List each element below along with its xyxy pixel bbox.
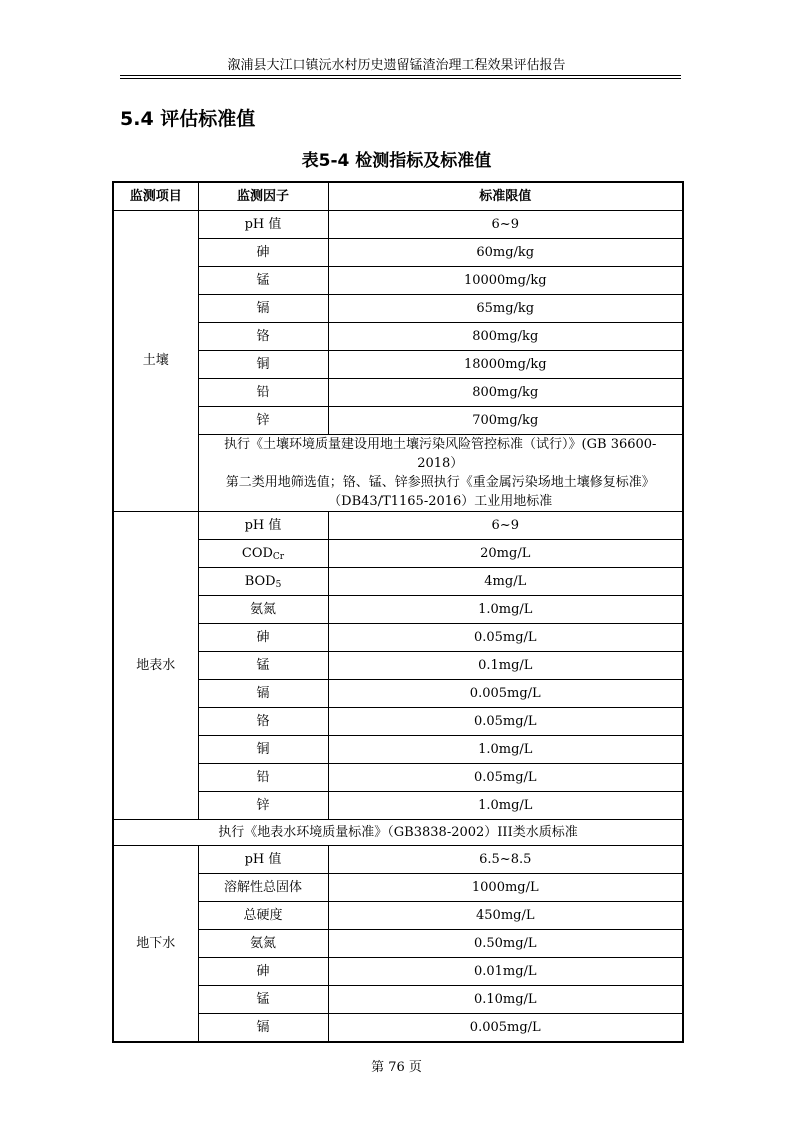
limit-cell: 700mg/kg [328, 407, 683, 435]
factor-cell: 溶解性总固体 [198, 874, 328, 902]
table-row [113, 708, 683, 736]
factor-cell: 铬 [198, 323, 328, 351]
factor-cell: 镉 [198, 680, 328, 708]
limit-cell: 1.0mg/L [328, 792, 683, 820]
limit-cell: 6~9 [328, 512, 683, 540]
column-header-factor: 监测因子 [198, 182, 328, 211]
table-row [113, 792, 683, 820]
limit-cell: 6~9 [328, 211, 683, 239]
page-number: 第 76 页 [371, 1060, 422, 1075]
factor-cell: pH 值 [198, 211, 328, 239]
factor-cell: 总硬度 [198, 902, 328, 930]
factor-cell: 铜 [198, 351, 328, 379]
factor-cell: 砷 [198, 624, 328, 652]
table-row [113, 652, 683, 680]
table-row [113, 512, 683, 540]
limit-cell: 0.005mg/L [328, 1014, 683, 1043]
soil-standard-note [198, 435, 683, 512]
limit-cell: 0.05mg/L [328, 708, 683, 736]
header-rule-thin [120, 75, 681, 76]
soil-note-line: （DB43/T1165-2016）工业用地标准 [328, 494, 553, 509]
table-row [113, 596, 683, 624]
factor-cell: 砷 [198, 958, 328, 986]
table-row [113, 820, 683, 846]
factor-cell: 铬 [198, 708, 328, 736]
table-row [113, 902, 683, 930]
column-header-limit: 标准限值 [328, 182, 683, 211]
factor-cell: 镉 [198, 1014, 328, 1043]
limit-cell: 1.0mg/L [328, 736, 683, 764]
table-row [113, 407, 683, 435]
category-groundwater: 地下水 [113, 846, 198, 1043]
limit-cell: 0.1mg/L [328, 652, 683, 680]
factor-cell: 锰 [198, 267, 328, 295]
factor-subscript: Cr [272, 551, 285, 562]
factor-cell: 氨氮 [198, 930, 328, 958]
limit-cell: 65mg/kg [328, 295, 683, 323]
table-row [113, 295, 683, 323]
column-header-item: 监测项目 [113, 182, 198, 211]
soil-note-line: 第二类用地筛选值；铬、锰、锌参照执行《重金属污染场地土壤修复标准》 [225, 475, 655, 490]
factor-subscript: 5 [275, 579, 282, 590]
table-row [113, 680, 683, 708]
limit-cell: 0.10mg/L [328, 986, 683, 1014]
table-row [113, 1014, 683, 1043]
table-row [113, 930, 683, 958]
standards-table [112, 181, 684, 1043]
limit-cell: 18000mg/kg [328, 351, 683, 379]
factor-cell: 镉 [198, 295, 328, 323]
table-row [113, 986, 683, 1014]
factor-cell: 锌 [198, 792, 328, 820]
factor-cell: 铅 [198, 379, 328, 407]
limit-cell: 60mg/kg [328, 239, 683, 267]
category-soil: 土壤 [113, 211, 198, 512]
limit-cell: 4mg/L [328, 568, 683, 596]
table-row [113, 435, 683, 512]
limit-cell: 450mg/L [328, 902, 683, 930]
limit-cell: 1000mg/L [328, 874, 683, 902]
table-row [113, 351, 683, 379]
table-row [113, 267, 683, 295]
factor-cell: 铜 [198, 736, 328, 764]
factor-cell: 砷 [198, 239, 328, 267]
limit-cell: 0.05mg/L [328, 624, 683, 652]
limit-cell: 800mg/kg [328, 379, 683, 407]
factor-cell: 氨氮 [198, 596, 328, 624]
table-row [113, 958, 683, 986]
table-row [113, 323, 683, 351]
surface-water-standard-note: 执行《地表水环境质量标准》（GB3838-2002）III类水质标准 [113, 820, 683, 846]
factor-cell [198, 540, 328, 568]
limit-cell: 6.5~8.5 [328, 846, 683, 874]
table-row [113, 736, 683, 764]
factor-cell: 锰 [198, 652, 328, 680]
table-row [113, 624, 683, 652]
factor-cell: pH 值 [198, 512, 328, 540]
table-row [113, 846, 683, 874]
section-heading: 5.4 评估标准值 [120, 108, 256, 130]
running-header: 溆浦县大江口镇沅水村历史遗留锰渣治理工程效果评估报告 [227, 58, 566, 73]
table-row [113, 239, 683, 267]
table-row [113, 764, 683, 792]
table-header-row [113, 182, 683, 211]
limit-cell: 1.0mg/L [328, 596, 683, 624]
limit-cell: 0.05mg/L [328, 764, 683, 792]
table-row [113, 211, 683, 239]
limit-cell: 0.01mg/L [328, 958, 683, 986]
table-caption: 表5-4 检测指标及标准值 [301, 151, 492, 171]
header-rule-thick [120, 78, 681, 79]
limit-cell: 20mg/L [328, 540, 683, 568]
table-row [113, 540, 683, 568]
factor-cell: 铅 [198, 764, 328, 792]
factor-cell: pH 值 [198, 846, 328, 874]
limit-cell: 800mg/kg [328, 323, 683, 351]
factor-main: COD [241, 545, 273, 561]
factor-cell [198, 568, 328, 596]
limit-cell: 0.50mg/L [328, 930, 683, 958]
table-row [113, 874, 683, 902]
limit-cell: 0.005mg/L [328, 680, 683, 708]
limit-cell: 10000mg/kg [328, 267, 683, 295]
table-row [113, 379, 683, 407]
table-row [113, 568, 683, 596]
factor-cell: 锰 [198, 986, 328, 1014]
soil-note-line: 执行《土壤环境质量建设用地土壤污染风险管控标准（试行）》(GB 36600-2018） [224, 437, 657, 471]
category-surface-water: 地表水 [113, 512, 198, 820]
factor-main: BOD [244, 573, 276, 589]
factor-cell: 锌 [198, 407, 328, 435]
